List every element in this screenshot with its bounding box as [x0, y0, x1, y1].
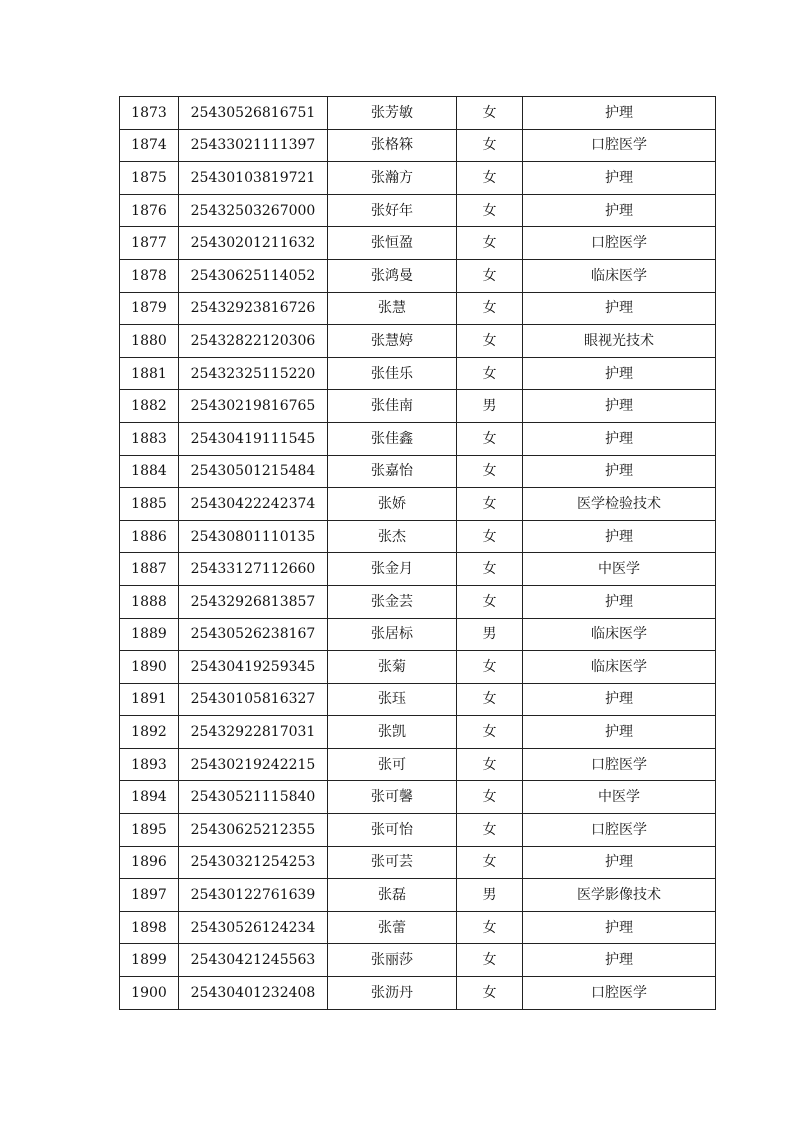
exam-number-cell: 25432923816726 [179, 292, 328, 325]
student-roster-table [119, 96, 716, 1010]
exam-number-cell: 25430105816327 [179, 683, 328, 716]
table-row [120, 748, 716, 781]
table-row [120, 488, 716, 521]
table-row [120, 455, 716, 488]
row-number-cell: 1893 [120, 748, 179, 781]
student-name-cell: 张佳乐 [328, 357, 457, 390]
student-name-cell: 张佳鑫 [328, 422, 457, 455]
table-row [120, 618, 716, 651]
row-number-cell: 1878 [120, 259, 179, 292]
student-name-cell: 张凯 [328, 716, 457, 749]
student-gender-cell: 女 [457, 944, 523, 977]
table-row [120, 129, 716, 162]
student-name-cell: 张居标 [328, 618, 457, 651]
student-gender-cell: 女 [457, 162, 523, 195]
student-name-cell: 张格箖 [328, 129, 457, 162]
student-name-cell: 张慧 [328, 292, 457, 325]
student-major-cell: 中医学 [523, 781, 716, 814]
student-major-cell: 医学影像技术 [523, 879, 716, 912]
student-gender-cell: 女 [457, 357, 523, 390]
exam-number-cell: 25433021111397 [179, 129, 328, 162]
exam-number-cell: 25430422242374 [179, 488, 328, 521]
student-gender-cell: 男 [457, 618, 523, 651]
student-name-cell: 张好年 [328, 194, 457, 227]
student-gender-cell: 女 [457, 97, 523, 130]
exam-number-cell: 25432926813857 [179, 585, 328, 618]
exam-number-cell: 25432503267000 [179, 194, 328, 227]
table-row [120, 227, 716, 260]
student-major-cell: 护理 [523, 716, 716, 749]
row-number-cell: 1890 [120, 651, 179, 684]
row-number-cell: 1875 [120, 162, 179, 195]
table-row [120, 716, 716, 749]
table-row [120, 651, 716, 684]
row-number-cell: 1880 [120, 325, 179, 358]
exam-number-cell: 25430625212355 [179, 814, 328, 847]
exam-number-cell: 25430625114052 [179, 259, 328, 292]
student-gender-cell: 女 [457, 716, 523, 749]
student-major-cell: 护理 [523, 944, 716, 977]
exam-number-cell: 25430219242215 [179, 748, 328, 781]
student-major-cell: 护理 [523, 422, 716, 455]
student-gender-cell: 男 [457, 879, 523, 912]
row-number-cell: 1881 [120, 357, 179, 390]
student-name-cell: 张可芸 [328, 846, 457, 879]
exam-number-cell: 25430526816751 [179, 97, 328, 130]
row-number-cell: 1892 [120, 716, 179, 749]
student-gender-cell: 女 [457, 748, 523, 781]
student-name-cell: 张金芸 [328, 585, 457, 618]
table-row [120, 357, 716, 390]
table-row [120, 781, 716, 814]
student-name-cell: 张金月 [328, 553, 457, 586]
student-gender-cell: 女 [457, 227, 523, 260]
table-row [120, 683, 716, 716]
table-row [120, 259, 716, 292]
student-gender-cell: 女 [457, 585, 523, 618]
exam-number-cell: 25430419259345 [179, 651, 328, 684]
row-number-cell: 1876 [120, 194, 179, 227]
table-row [120, 944, 716, 977]
row-number-cell: 1887 [120, 553, 179, 586]
row-number-cell: 1883 [120, 422, 179, 455]
student-major-cell: 护理 [523, 585, 716, 618]
student-major-cell: 口腔医学 [523, 748, 716, 781]
student-major-cell: 护理 [523, 520, 716, 553]
student-name-cell: 张可馨 [328, 781, 457, 814]
table-row [120, 325, 716, 358]
student-major-cell: 临床医学 [523, 618, 716, 651]
row-number-cell: 1898 [120, 911, 179, 944]
student-major-cell: 护理 [523, 683, 716, 716]
table-row [120, 814, 716, 847]
student-gender-cell: 女 [457, 259, 523, 292]
table-row [120, 422, 716, 455]
student-name-cell: 张可怡 [328, 814, 457, 847]
row-number-cell: 1886 [120, 520, 179, 553]
row-number-cell: 1874 [120, 129, 179, 162]
student-major-cell: 医学检验技术 [523, 488, 716, 521]
row-number-cell: 1899 [120, 944, 179, 977]
student-major-cell: 护理 [523, 194, 716, 227]
student-gender-cell: 女 [457, 553, 523, 586]
student-major-cell: 临床医学 [523, 259, 716, 292]
table-row [120, 390, 716, 423]
student-major-cell: 护理 [523, 162, 716, 195]
student-name-cell: 张鸿曼 [328, 259, 457, 292]
exam-number-cell: 25432922817031 [179, 716, 328, 749]
row-number-cell: 1897 [120, 879, 179, 912]
table-row [120, 879, 716, 912]
student-gender-cell: 女 [457, 814, 523, 847]
student-name-cell: 张娇 [328, 488, 457, 521]
exam-number-cell: 25430219816765 [179, 390, 328, 423]
exam-number-cell: 25430122761639 [179, 879, 328, 912]
student-gender-cell: 女 [457, 846, 523, 879]
student-gender-cell: 男 [457, 390, 523, 423]
student-name-cell: 张蕾 [328, 911, 457, 944]
student-gender-cell: 女 [457, 422, 523, 455]
table-row [120, 194, 716, 227]
student-name-cell: 张慧婷 [328, 325, 457, 358]
row-number-cell: 1879 [120, 292, 179, 325]
student-name-cell: 张沥丹 [328, 977, 457, 1010]
student-gender-cell: 女 [457, 194, 523, 227]
table-row [120, 977, 716, 1010]
row-number-cell: 1894 [120, 781, 179, 814]
student-name-cell: 张菊 [328, 651, 457, 684]
student-major-cell: 中医学 [523, 553, 716, 586]
student-major-cell: 护理 [523, 292, 716, 325]
exam-number-cell: 25430201211632 [179, 227, 328, 260]
student-name-cell: 张恒盈 [328, 227, 457, 260]
student-gender-cell: 女 [457, 781, 523, 814]
student-name-cell: 张芳敏 [328, 97, 457, 130]
table-row [120, 162, 716, 195]
student-major-cell: 护理 [523, 97, 716, 130]
student-name-cell: 张丽莎 [328, 944, 457, 977]
row-number-cell: 1889 [120, 618, 179, 651]
exam-number-cell: 25430421245563 [179, 944, 328, 977]
student-gender-cell: 女 [457, 325, 523, 358]
exam-number-cell: 25430321254253 [179, 846, 328, 879]
exam-number-cell: 25433127112660 [179, 553, 328, 586]
roster-body [120, 97, 716, 1010]
student-major-cell: 临床医学 [523, 651, 716, 684]
student-gender-cell: 女 [457, 520, 523, 553]
exam-number-cell: 25430526238167 [179, 618, 328, 651]
table-row [120, 520, 716, 553]
row-number-cell: 1884 [120, 455, 179, 488]
table-row [120, 846, 716, 879]
row-number-cell: 1900 [120, 977, 179, 1010]
student-major-cell: 护理 [523, 455, 716, 488]
student-gender-cell: 女 [457, 488, 523, 521]
exam-number-cell: 25430401232408 [179, 977, 328, 1010]
row-number-cell: 1896 [120, 846, 179, 879]
student-gender-cell: 女 [457, 683, 523, 716]
student-major-cell: 口腔医学 [523, 814, 716, 847]
row-number-cell: 1877 [120, 227, 179, 260]
student-major-cell: 口腔医学 [523, 129, 716, 162]
student-gender-cell: 女 [457, 977, 523, 1010]
student-major-cell: 护理 [523, 357, 716, 390]
table-row [120, 585, 716, 618]
student-major-cell: 护理 [523, 911, 716, 944]
table-row [120, 292, 716, 325]
exam-number-cell: 25432325115220 [179, 357, 328, 390]
student-name-cell: 张珏 [328, 683, 457, 716]
student-gender-cell: 女 [457, 911, 523, 944]
row-number-cell: 1895 [120, 814, 179, 847]
exam-number-cell: 25430526124234 [179, 911, 328, 944]
student-major-cell: 护理 [523, 390, 716, 423]
exam-number-cell: 25430801110135 [179, 520, 328, 553]
student-name-cell: 张佳南 [328, 390, 457, 423]
row-number-cell: 1873 [120, 97, 179, 130]
student-name-cell: 张瀚方 [328, 162, 457, 195]
student-name-cell: 张磊 [328, 879, 457, 912]
student-major-cell: 口腔医学 [523, 977, 716, 1010]
student-gender-cell: 女 [457, 455, 523, 488]
exam-number-cell: 25432822120306 [179, 325, 328, 358]
exam-number-cell: 25430419111545 [179, 422, 328, 455]
student-name-cell: 张可 [328, 748, 457, 781]
student-gender-cell: 女 [457, 651, 523, 684]
student-major-cell: 口腔医学 [523, 227, 716, 260]
student-name-cell: 张杰 [328, 520, 457, 553]
row-number-cell: 1888 [120, 585, 179, 618]
row-number-cell: 1882 [120, 390, 179, 423]
student-gender-cell: 女 [457, 129, 523, 162]
exam-number-cell: 25430103819721 [179, 162, 328, 195]
table-row [120, 553, 716, 586]
exam-number-cell: 25430501215484 [179, 455, 328, 488]
table-row [120, 911, 716, 944]
student-gender-cell: 女 [457, 292, 523, 325]
table-row [120, 97, 716, 130]
student-name-cell: 张嘉怡 [328, 455, 457, 488]
row-number-cell: 1891 [120, 683, 179, 716]
row-number-cell: 1885 [120, 488, 179, 521]
student-major-cell: 眼视光技术 [523, 325, 716, 358]
student-major-cell: 护理 [523, 846, 716, 879]
exam-number-cell: 25430521115840 [179, 781, 328, 814]
